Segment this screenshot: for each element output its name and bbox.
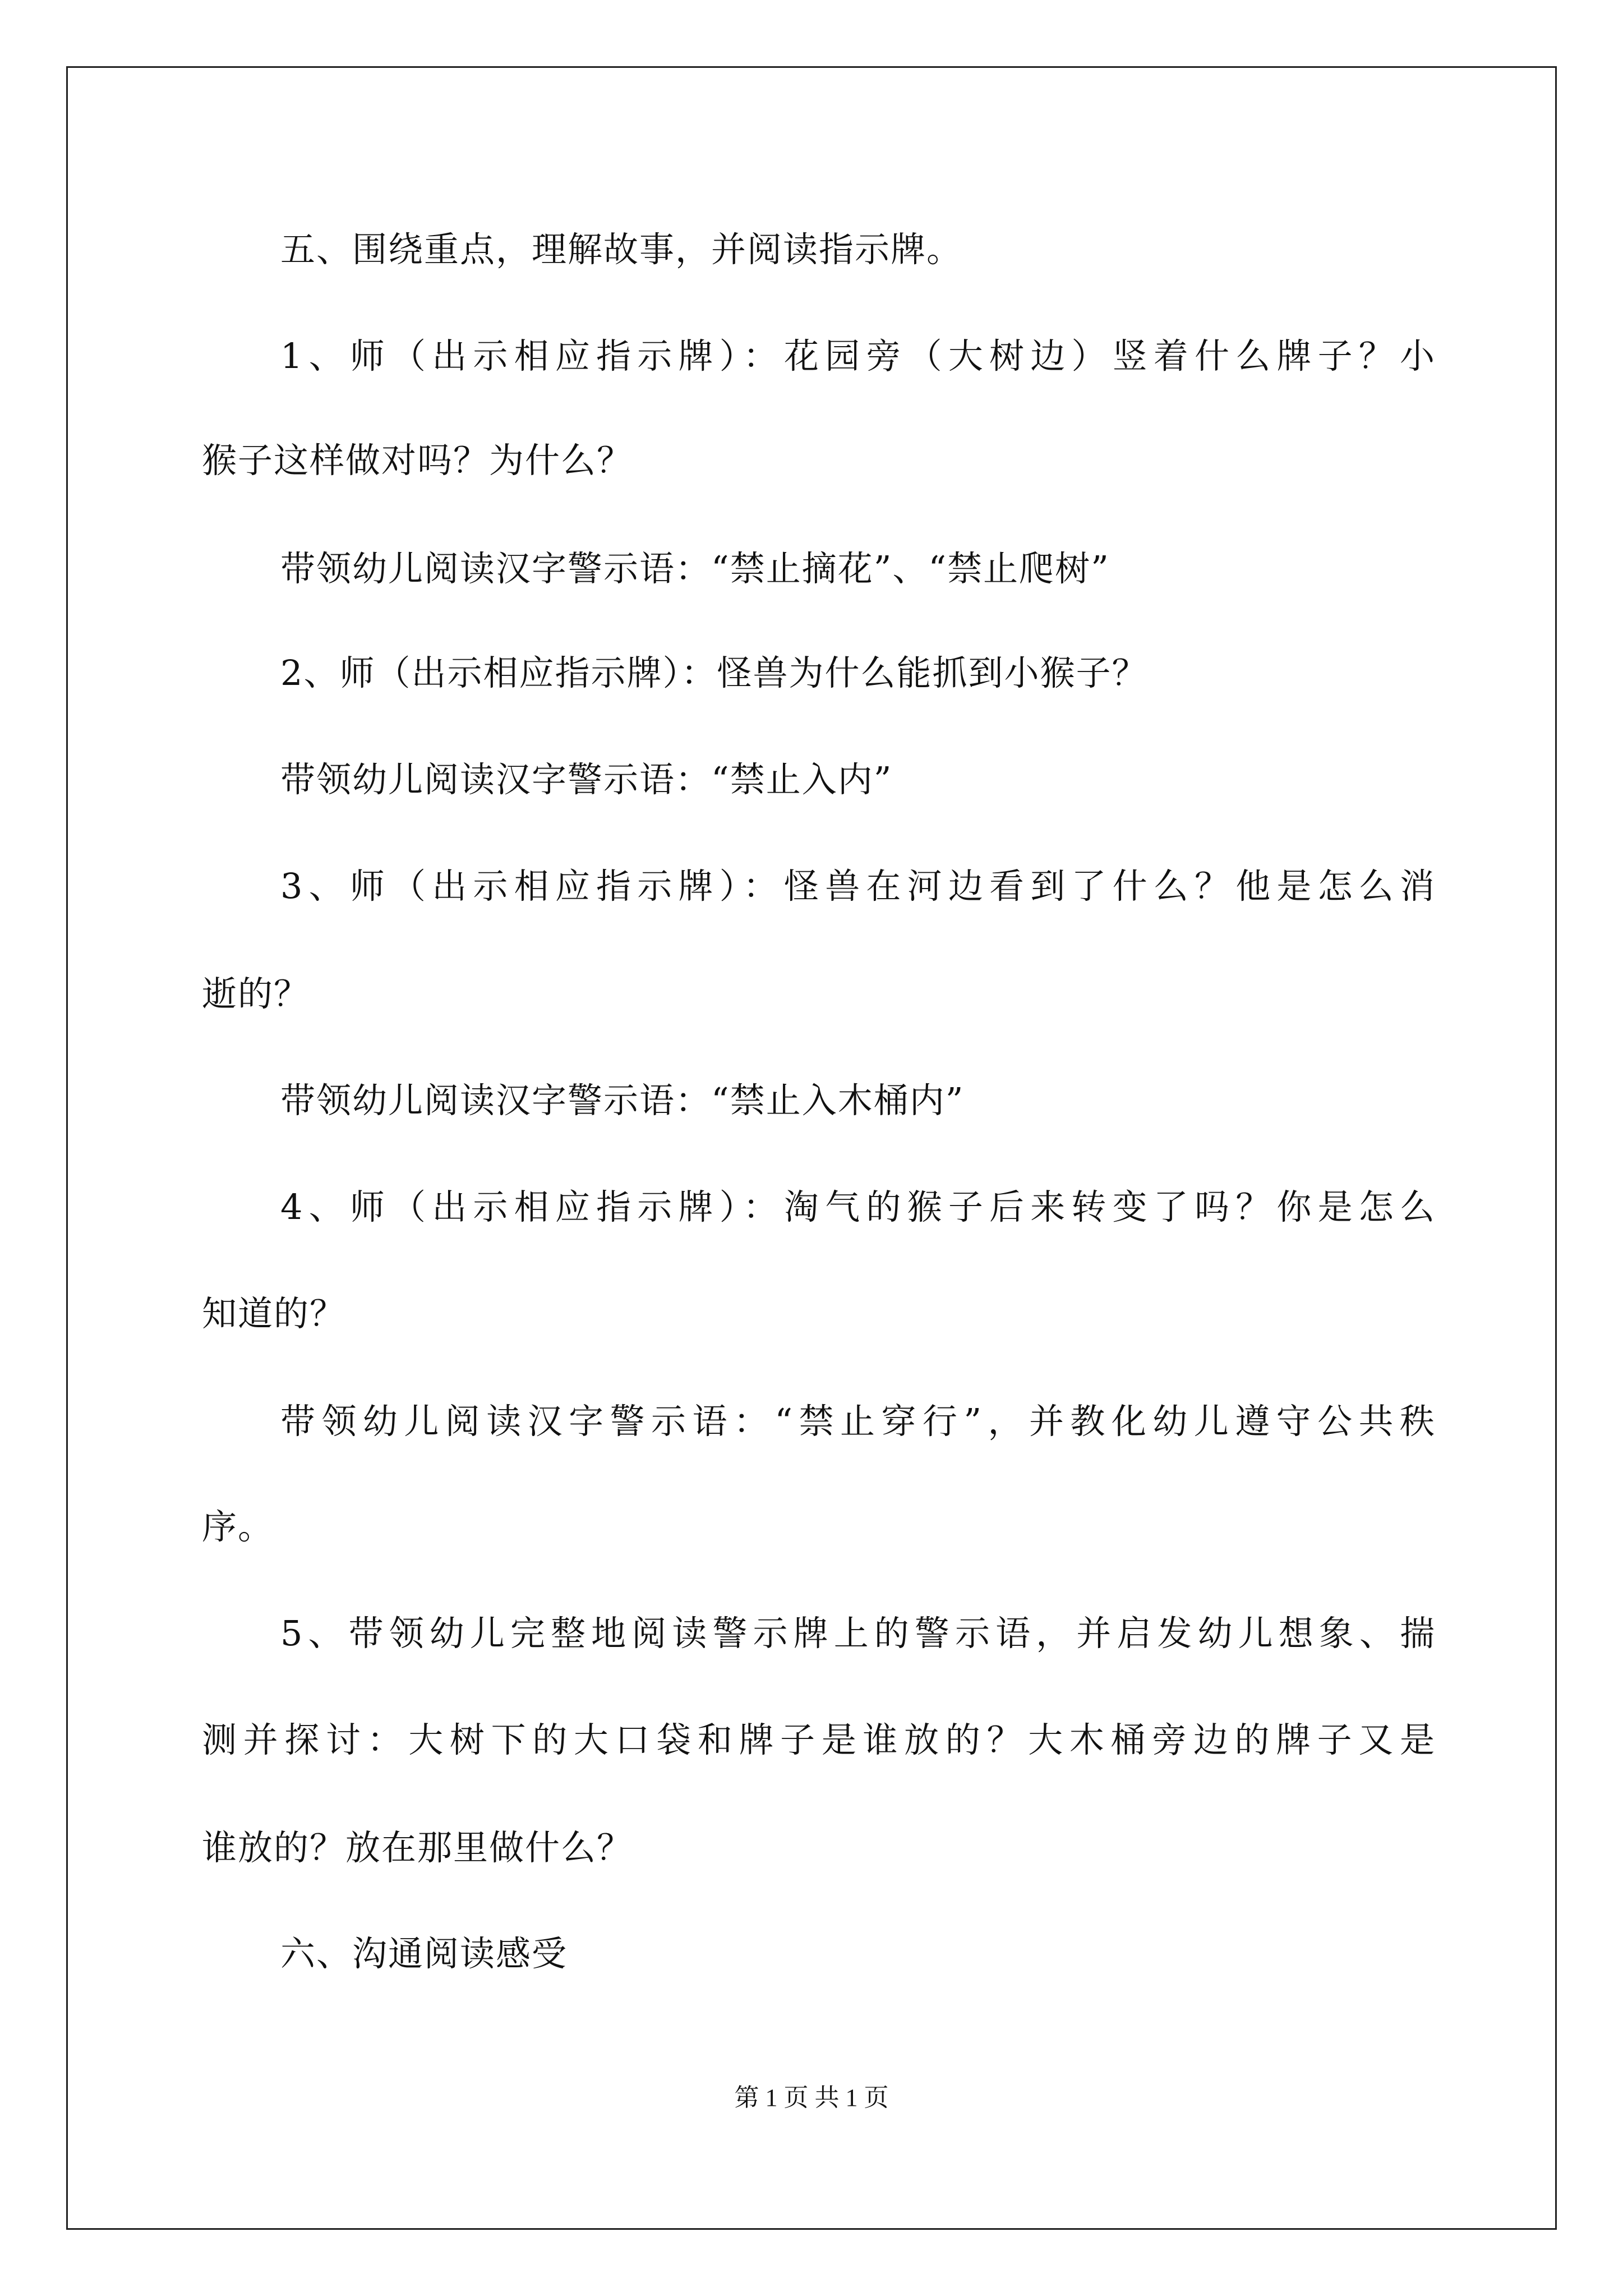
paragraph-line: 谁放的？放在那里做什么？ [202,1827,633,1868]
page-border [66,66,1557,2230]
paragraph-line: 3、师（出示相应指示牌）：怪兽在河边看到了什么？他是怎么消 [280,866,1436,907]
paragraph-line: 2、师（出示相应指示牌）：怪兽为什么能抓到小猴子？ [280,652,1148,693]
paragraph-line: 带领幼儿阅读汉字警示语：“禁止穿行”，并教化幼儿遵守公共秩 [280,1401,1436,1442]
section-heading-5: 五、围绕重点，理解故事，并阅读指示牌。 [280,229,963,270]
paragraph-line: 带领幼儿阅读汉字警示语：“禁止入内” [280,759,893,800]
paragraph-line: 4、师（出示相应指示牌）：淘气的猴子后来转变了吗？你是怎么 [280,1186,1436,1227]
paragraph-line: 1、师（出示相应指示牌）：花园旁（大树边）竖着什么牌子？小 [280,335,1436,376]
paragraph-line: 带领幼儿阅读汉字警示语：“禁止摘花”、“禁止爬树” [280,548,1110,589]
paragraph-line: 知道的？ [202,1293,346,1334]
section-heading-6: 六、沟通阅读感受 [280,1933,568,1974]
paragraph-line: 序。 [202,1506,274,1547]
paragraph-line: 猴子这样做对吗？为什么？ [202,440,633,481]
paragraph-line: 逝的？ [202,973,310,1014]
paragraph-line: 测并探讨：大树下的大口袋和牌子是谁放的？大木桶旁边的牌子又是 [202,1719,1436,1760]
page-footer: 第 1 页 共 1 页 [734,2084,889,2111]
paragraph-line: 5、带领幼儿完整地阅读警示牌上的警示语，并启发幼儿想象、揣 [280,1613,1436,1654]
paragraph-line: 带领幼儿阅读汉字警示语：“禁止入木桶内” [280,1080,965,1121]
